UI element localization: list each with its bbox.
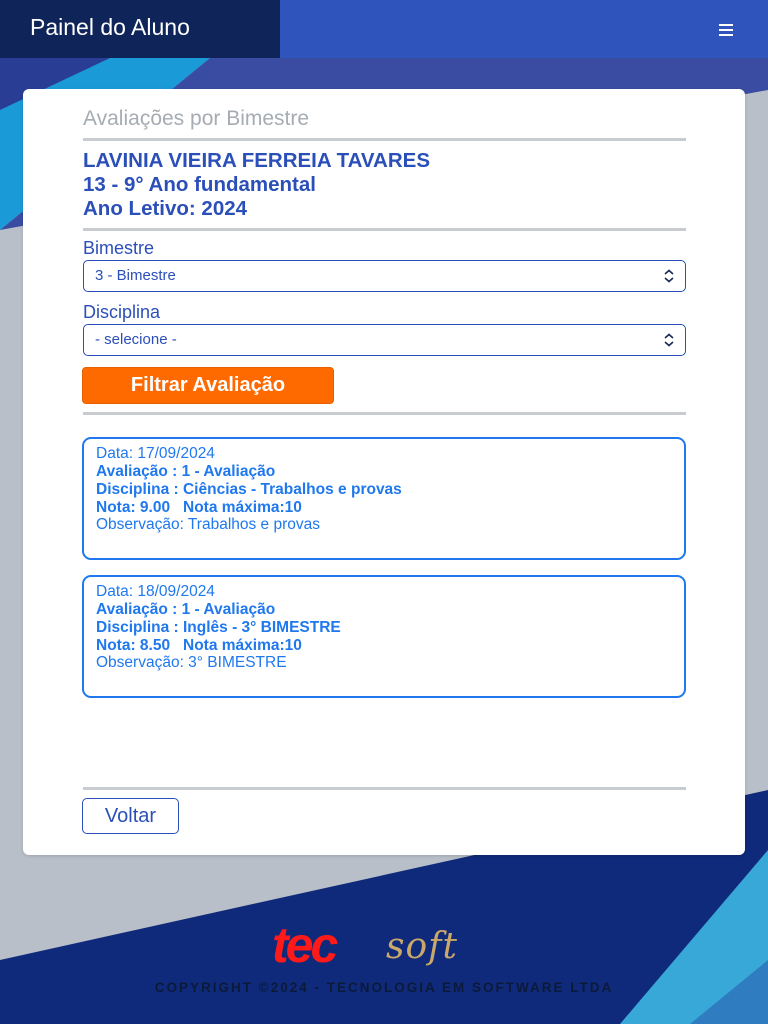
evaluation-subject: Disciplina : Inglês - 3° BIMESTRE xyxy=(96,619,341,636)
brand-area xyxy=(0,0,280,58)
back-button[interactable]: Voltar xyxy=(82,798,179,834)
app-title: Painel do Aluno xyxy=(30,14,190,40)
logo-text-tec: tec xyxy=(272,917,336,973)
hamburger-icon[interactable] xyxy=(712,18,740,42)
evaluation-note: Observação: Trabalhos e provas xyxy=(96,516,321,533)
tecsoft-logo xyxy=(272,917,496,973)
evaluation-card xyxy=(82,437,686,560)
divider xyxy=(83,228,686,231)
logo-text-soft: soft xyxy=(386,926,458,967)
divider xyxy=(83,412,686,415)
evaluations-card xyxy=(23,89,745,855)
student-name: LAVINIA VIEIRA FERREIA TAVARES xyxy=(83,149,430,172)
evaluation-subject: Disciplina : Ciências - Trabalhos e provas xyxy=(96,481,402,498)
evaluation-note: Observação: 3° BIMESTRE xyxy=(96,654,287,671)
evaluation-date: Data: 17/09/2024 xyxy=(96,445,215,462)
disciplina-label: Disciplina xyxy=(83,302,161,322)
card-title: Avaliações por Bimestre xyxy=(83,107,310,130)
top-navbar xyxy=(0,0,768,58)
disciplina-select[interactable] xyxy=(83,324,686,356)
evaluation-name: Avaliação : 1 - Avaliação xyxy=(96,601,276,618)
bimestre-select[interactable] xyxy=(83,260,686,292)
disciplina-select-value: - selecione - xyxy=(95,331,177,348)
copyright-text: COPYRIGHT ©2024 - TECNOLOGIA EM SOFTWARE LTDA xyxy=(154,980,614,995)
divider xyxy=(83,787,686,790)
evaluation-grade: Nota: 8.50 Nota máxima:10 xyxy=(96,637,302,654)
divider xyxy=(83,138,686,141)
evaluation-name: Avaliação : 1 - Avaliação xyxy=(96,463,276,480)
school-year: Ano Letivo: 2024 xyxy=(83,197,248,220)
select-updown-icon xyxy=(663,269,675,283)
student-class: 13 - 9° Ano fundamental xyxy=(83,173,316,196)
filter-evaluation-button[interactable]: Filtrar Avaliação xyxy=(82,367,334,404)
evaluation-grade: Nota: 9.00 Nota máxima:10 xyxy=(96,499,302,516)
bimestre-select-value: 3 - Bimestre xyxy=(95,267,176,284)
evaluation-date: Data: 18/09/2024 xyxy=(96,583,215,600)
evaluation-card xyxy=(82,575,686,698)
bimestre-label: Bimestre xyxy=(83,238,155,258)
select-updown-icon xyxy=(663,333,675,347)
